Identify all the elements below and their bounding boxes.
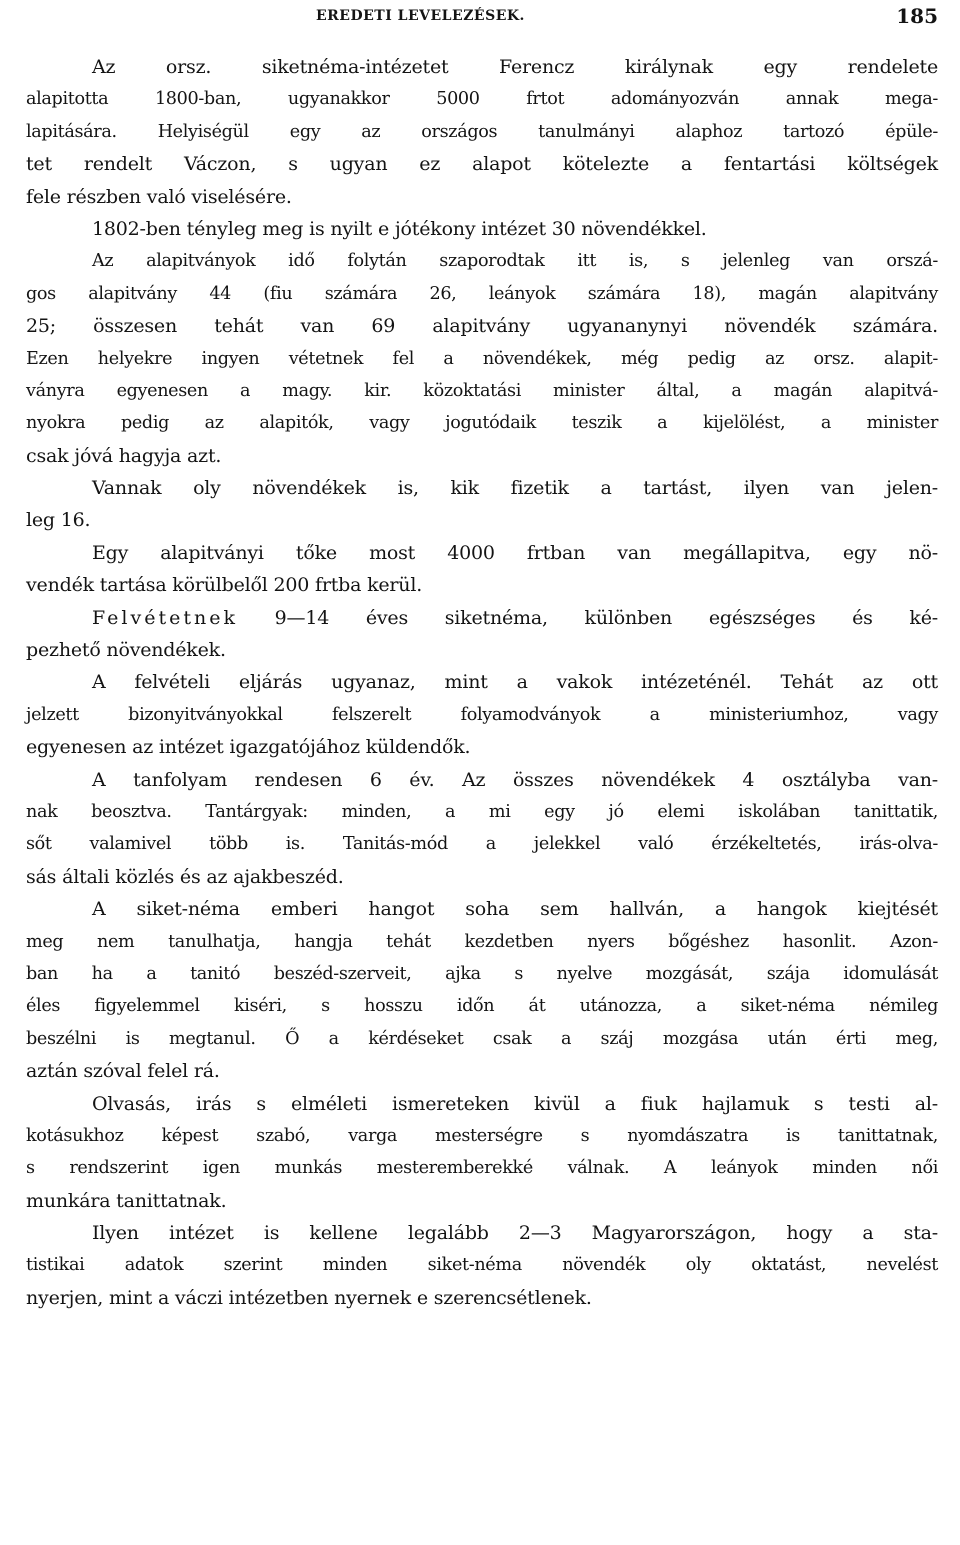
text-line: leg 16.	[26, 509, 91, 532]
text-line: Olvasás, irás s elméleti ismereteken kivül a fiuk hajlamuk s testi al-	[92, 1092, 938, 1115]
book-page	[26, 0, 938, 1545]
body-text	[26, 51, 938, 1314]
text-line: éles figyelemmel kiséri, s hosszu időn át utánozza, a siket-néma némileg	[26, 996, 938, 1017]
text-line: fele részben való viselésére.	[26, 185, 292, 208]
text-line: A tanfolyam rendesen 6 év. Az összes növendékek 4 osztályba van-	[92, 768, 938, 791]
text-line: Ilyen intézet is kellene legalább 2—3 Magyarországon, hogy a sta-	[92, 1222, 938, 1245]
text-line: beszélni is megtanul. Ő a kérdéseket csak a száj mozgása után érti meg,	[26, 1028, 938, 1049]
text-line: Egy alapitványi tőke most 4000 frtban van megállapitva, egy nö-	[92, 541, 938, 564]
text-line: ban ha a tanitó beszéd-szerveit, ajka s nyelve mozgását, szája idomulását	[26, 963, 938, 984]
text-line: Az alapitványok idő folytán szaporodtak itt is, s jelenleg van orszá-	[92, 251, 938, 272]
text-line: s rendszerint igen munkás mesteremberekké válnak. A leányok minden női	[26, 1158, 938, 1179]
text-line: sás általi közlés és az ajakbeszéd.	[26, 865, 344, 888]
text-line: 1802-ben tényleg meg is nyilt e jótékony intézet 30 növendékkel.	[92, 217, 707, 240]
text-line: alapitotta 1800-ban, ugyanakkor 5000 frtot adományozván annak mega-	[26, 89, 938, 110]
text-line: nyokra pedig az alapitók, vagy jogutódaik teszik a kijelölést, a minister	[26, 413, 938, 434]
running-header	[26, 0, 938, 40]
text-line: vendék tartása körülbelől 200 frtba kerül.	[26, 574, 423, 597]
text-line: Ezen helyekre ingyen vétetnek fel a növendékek, még pedig az orsz. alapit-	[26, 348, 938, 369]
page-number: 185	[896, 4, 938, 28]
text-line: csak jóvá hagyja azt.	[26, 444, 222, 467]
text-line: tet rendelt Váczon, s ugyan ez alapot kötelezte a fentartási költségek	[26, 153, 938, 176]
text-line: ványra egyenesen a magy. kir. közoktatási minister által, a magán alapitvá-	[26, 380, 938, 401]
text-line: Vannak oly növendékek is, kik fizetik a tartást, ilyen van jelen-	[92, 477, 938, 500]
text-line: lapitására. Helyiségül egy az országos tanulmányi alaphoz tartozó épüle-	[26, 121, 938, 142]
text-line: A siket-néma emberi hangot soha sem hallván, a hangok kiejtését	[92, 898, 938, 921]
text-line: egyenesen az intézet igazgatójához küldendők.	[26, 736, 471, 759]
text-line: kotásukhoz képest szabó, varga mesterségre s nyomdászatra is tanittatnak,	[26, 1125, 938, 1146]
text-line: tistikai adatok szerint minden siket-néma növendék oly oktatást, nevelést	[26, 1255, 938, 1276]
text-line: 25; összesen tehát van 69 alapitvány ugyananynyi növendék számára.	[26, 315, 938, 338]
text-line: jelzett bizonyitványokkal felszerelt folyamodványok a ministeriumhoz, vagy	[26, 704, 938, 725]
text-line: nak beosztva. Tantárgyak: minden, a mi egy jó elemi iskolában tanittatik,	[26, 801, 938, 822]
emphasized-word: Felvétetnek	[92, 606, 238, 629]
text-line: meg nem tanulhatja, hangja tehát kezdetben nyers bőgéshez hasonlit. Azon-	[26, 931, 938, 952]
text-line: A felvételi eljárás ugyanaz, mint a vakok intézeténél. Tehát az ott	[92, 671, 938, 694]
text-line: nyerjen, mint a váczi intézetben nyernek e szerencsétlenek.	[26, 1286, 592, 1309]
text-line: gos alapitvány 44 (fiu számára 26, leányok számára 18), magán alapitvány	[26, 283, 938, 304]
text-line: Felvétetnek 9—14 éves siketnéma, különben egészséges és ké-	[92, 606, 938, 629]
text-line: sőt valamivel több is. Tanitás-mód a jelekkel való érzékeltetés, irás-olva-	[26, 834, 938, 855]
text-line: munkára tanittatnak.	[26, 1189, 227, 1212]
text-line: pezhető növendékek.	[26, 639, 226, 662]
text-line: Az orsz. siketnéma-intézetet Ferencz királynak egy rendelete	[92, 56, 938, 78]
running-title: EREDETI LEVELEZÉSEK.	[316, 8, 525, 24]
text-line: aztán szóval felel rá.	[26, 1060, 220, 1083]
